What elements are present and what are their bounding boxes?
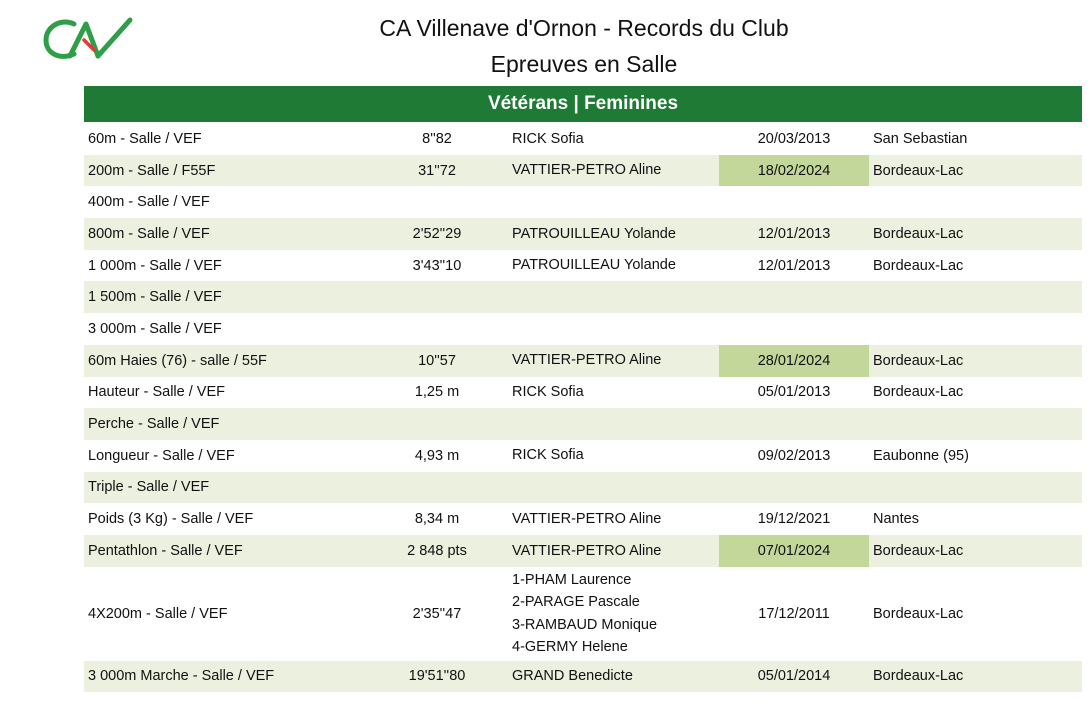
- event-cell: 400m - Salle / VEF: [88, 194, 210, 211]
- date-cell: 09/02/2013: [757, 447, 831, 464]
- athlete-cell: [508, 281, 719, 313]
- event-cell: Pentathlon - Salle / VEF: [84, 535, 366, 567]
- performance-cell: 19'51''80: [366, 661, 508, 693]
- place-cell: Bordeaux-Lac: [873, 257, 964, 274]
- place-cell: Bordeaux-Lac: [873, 605, 964, 622]
- athlete-name: GRAND Benedicte: [512, 668, 633, 685]
- place-cell: Bordeaux-Lac: [869, 155, 1082, 187]
- event-cell: Hauteur - Salle / VEF: [88, 384, 225, 401]
- place-cell: Eaubonne (95): [873, 447, 969, 464]
- table-row: [84, 345, 1082, 377]
- athlete-name: 1-PHAM Laurence: [512, 571, 632, 588]
- event-cell: Perche - Salle / VEF: [84, 408, 366, 440]
- place-cell: Bordeaux-Lac: [869, 661, 1082, 693]
- event-cell: 800m - Salle / VEF: [84, 218, 366, 250]
- records-table: [84, 123, 1082, 692]
- date-cell: 12/01/2013: [719, 218, 869, 250]
- athlete-name: VATTIER-PETRO Aline: [512, 510, 662, 527]
- table-row: [84, 472, 1082, 504]
- athlete-name: VATTIER-PETRO Aline: [512, 542, 662, 559]
- athlete-cell: [508, 503, 719, 535]
- performance-cell: 2'52''29: [366, 218, 508, 250]
- performance-cell: 1,25 m: [414, 384, 460, 401]
- athlete-name: 3-RAMBAUD Monique: [512, 616, 658, 633]
- place-cell: [869, 281, 1082, 313]
- date-cell: 05/01/2014: [719, 661, 869, 693]
- athlete-cell: [508, 408, 719, 440]
- athlete-name: RICK Sofia: [512, 447, 584, 464]
- athlete-cell: [508, 661, 719, 693]
- athlete-cell: [508, 186, 719, 218]
- athlete-cell: [508, 123, 719, 155]
- performance-cell: [366, 281, 508, 313]
- event-cell: 200m - Salle / F55F: [84, 155, 366, 187]
- performance-cell: 31''72: [366, 155, 508, 187]
- table-row: [84, 155, 1082, 187]
- event-cell: 1 500m - Salle / VEF: [84, 281, 366, 313]
- athlete-cell: [508, 377, 719, 409]
- event-cell: 60m Haies (76) - salle / 55F: [84, 345, 366, 377]
- event-cell: Poids (3 Kg) - Salle / VEF: [88, 511, 254, 528]
- athlete-name: VATTIER-PETRO Aline: [512, 352, 662, 369]
- performance-cell: [366, 472, 508, 504]
- date-cell: 20/03/2013: [757, 130, 831, 147]
- performance-cell: 4,93 m: [414, 447, 460, 464]
- table-row: [84, 377, 1082, 409]
- athlete-cell: [508, 313, 719, 345]
- athlete-name: 2-PARAGE Pascale: [512, 594, 640, 611]
- performance-cell: 8,34 m: [414, 511, 460, 528]
- athlete-name: PATROUILLEAU Yolande: [512, 225, 676, 242]
- date-cell: 19/12/2021: [757, 511, 831, 528]
- table-row: [84, 281, 1082, 313]
- place-cell: [869, 186, 1082, 218]
- performance-cell: 3'43''10: [412, 257, 462, 274]
- athlete-cell: [508, 440, 719, 472]
- place-cell: Bordeaux-Lac: [869, 218, 1082, 250]
- athlete-cell: [508, 345, 719, 377]
- page-title-block: [84, 10, 1084, 82]
- performance-cell: [366, 313, 508, 345]
- performance-cell: 8''82: [422, 130, 452, 147]
- athlete-cell: [508, 218, 719, 250]
- athlete-cell: [508, 472, 719, 504]
- table-row: [84, 250, 1082, 282]
- date-cell: 12/01/2013: [757, 257, 831, 274]
- athlete-cell: [508, 250, 719, 282]
- place-cell: San Sebastian: [873, 130, 968, 147]
- date-cell: [719, 186, 869, 218]
- table-row: [84, 535, 1082, 567]
- place-cell: [869, 313, 1082, 345]
- table-row: [84, 313, 1082, 345]
- table-row: [84, 567, 1082, 661]
- place-cell: Nantes: [873, 511, 919, 528]
- place-cell: Bordeaux-Lac: [873, 384, 964, 401]
- athlete-name: RICK Sofia: [512, 130, 584, 147]
- date-cell: [719, 408, 869, 440]
- performance-cell: [366, 408, 508, 440]
- page-title: CA Villenave d'Ornon - Records du Club: [379, 15, 789, 41]
- athlete-name: RICK Sofia: [512, 384, 584, 401]
- performance-cell: 10''57: [366, 345, 508, 377]
- event-cell: 3 000m Marche - Salle / VEF: [84, 661, 366, 693]
- athlete-name: VATTIER-PETRO Aline: [512, 162, 662, 179]
- table-row: [84, 408, 1082, 440]
- athlete-name: PATROUILLEAU Yolande: [512, 257, 676, 274]
- date-cell: 07/01/2024: [719, 535, 869, 567]
- event-cell: 1 000m - Salle / VEF: [88, 257, 222, 274]
- event-cell: 60m - Salle / VEF: [88, 130, 202, 147]
- table-row: [84, 503, 1082, 535]
- date-cell: 28/01/2024: [719, 345, 869, 377]
- performance-cell: 2'35''47: [412, 605, 462, 622]
- place-cell: Bordeaux-Lac: [869, 535, 1082, 567]
- table-row: [84, 661, 1082, 693]
- performance-cell: 2 848 pts: [366, 535, 508, 567]
- date-cell: 17/12/2011: [758, 605, 830, 622]
- athlete-cell: [508, 155, 719, 187]
- athlete-name: 4-GERMY Helene: [512, 639, 628, 656]
- performance-cell: [366, 186, 508, 218]
- athlete-cell: [508, 535, 719, 567]
- athlete-cell: [508, 567, 719, 661]
- place-cell: [869, 408, 1082, 440]
- table-row: [84, 218, 1082, 250]
- event-cell: Triple - Salle / VEF: [84, 472, 366, 504]
- place-cell: Bordeaux-Lac: [869, 345, 1082, 377]
- date-cell: [719, 281, 869, 313]
- event-cell: 3 000m - Salle / VEF: [88, 320, 222, 337]
- page-subtitle: Epreuves en Salle: [490, 51, 678, 77]
- table-row: [84, 440, 1082, 472]
- category-header: Vétérans | Feminines: [84, 86, 1082, 122]
- date-cell: 18/02/2024: [719, 155, 869, 187]
- event-cell: 4X200m - Salle / VEF: [88, 605, 228, 622]
- table-row: [84, 186, 1082, 218]
- date-cell: [719, 313, 869, 345]
- place-cell: [869, 472, 1082, 504]
- event-cell: Longueur - Salle / VEF: [88, 447, 235, 464]
- date-cell: 05/01/2013: [757, 384, 831, 401]
- records-table-body: [84, 123, 1082, 692]
- table-row: [84, 123, 1082, 155]
- date-cell: [719, 472, 869, 504]
